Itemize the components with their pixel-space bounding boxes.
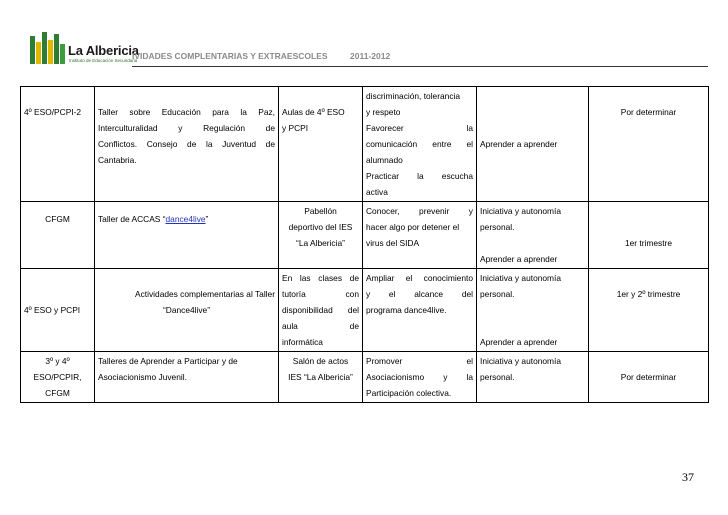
date-cell: 1er y 2º trimestre xyxy=(589,269,709,352)
page-number: 37 xyxy=(682,470,694,484)
table-row xyxy=(21,269,709,352)
place-cell: En las clases de tutoría con disponibilidad del aula de informática xyxy=(279,269,363,352)
place-cell: Salón de actos IES “La Albericia” xyxy=(279,352,363,403)
place-cell: Pabellón deportivo del IES “La Albericia” xyxy=(279,202,363,269)
place-cell: Aulas de 4º ESO y PCPI xyxy=(279,87,363,202)
activities-table xyxy=(20,86,709,403)
header-title: IVIDADES COMPLENTARIAS Y EXTRAESCOLES xyxy=(132,51,328,61)
competence-cell: Iniciativa y autonomía personal. xyxy=(477,352,589,403)
group-cell: 3º y 4º ESO/PCPIR, CFGM xyxy=(21,352,95,403)
dance4live-link[interactable]: dance4live xyxy=(165,214,206,224)
logo-subtitle: Instituto de Educación Secundaria xyxy=(69,58,138,63)
competence-cell: Aprender a aprender xyxy=(477,87,589,202)
competence-cell: Iniciativa y autonomía personal. Aprender a aprender xyxy=(477,269,589,352)
objectives-cell: Conocer, prevenir y hacer algo por detener el virus del SIDA xyxy=(363,202,477,269)
competence-cell: Iniciativa y autonomía personal. Aprender a aprender xyxy=(477,202,589,269)
table-row xyxy=(21,202,709,269)
date-cell: 1er trimestre xyxy=(589,202,709,269)
header-divider xyxy=(132,66,708,67)
activity-cell: Talleres de Aprender a Participar y de Asociacionismo Juvenil. xyxy=(95,352,279,403)
activity-cell: Taller de ACCAS “dance4live” xyxy=(95,202,279,269)
page-header xyxy=(28,26,708,74)
header-year: 2011-2012 xyxy=(350,51,391,61)
activity-cell: Taller sobre Educación para la Paz, Interculturalidad y Regulación de Conflictos. Consejo de la Juventud de Cantabria. xyxy=(95,87,279,202)
date-cell: Por determinar xyxy=(589,87,709,202)
objectives-cell: Promover el Asociacionismo y la Participación colectiva. xyxy=(363,352,477,403)
objectives-cell: Ampliar el conocimiento y el alcance del programa dance4live. xyxy=(363,269,477,352)
table-row xyxy=(21,352,709,403)
table-row xyxy=(21,87,709,202)
group-cell: CFGM xyxy=(21,202,95,269)
date-cell: Por determinar xyxy=(589,352,709,403)
group-cell: 4º ESO y PCPI xyxy=(21,269,95,352)
activity-cell: Actividades complementarias al Taller “Dance4live” xyxy=(95,269,279,352)
objectives-cell: discriminación, tolerancia y respeto Favorecer la comunicación entre el alumnado Practicar la escucha activa xyxy=(363,87,477,202)
logo-name: La Albericia xyxy=(68,43,139,58)
group-cell: 4º ESO/PCPI-2 xyxy=(21,87,95,202)
